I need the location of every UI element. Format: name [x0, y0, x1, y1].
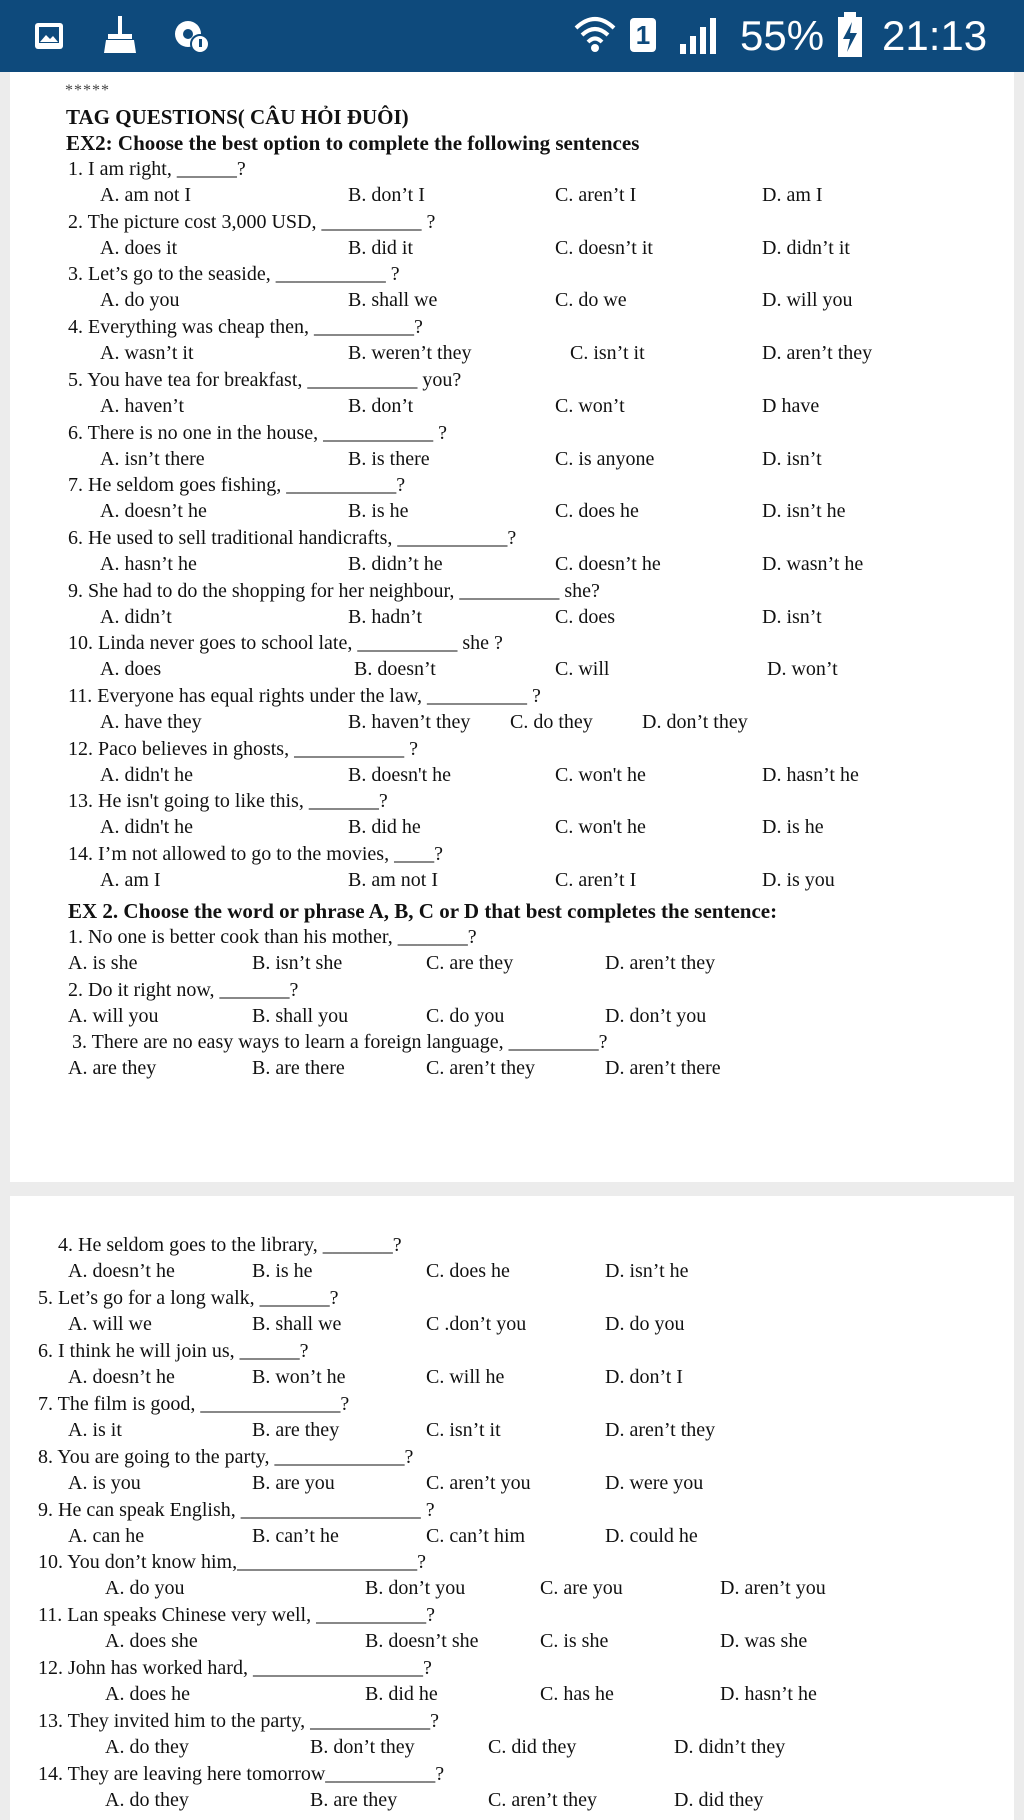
- answer-options-row: [10, 182, 1010, 208]
- answer-option-d[interactable]: D. don’t you: [605, 1004, 707, 1027]
- answer-option-d[interactable]: D. aren’t you: [720, 1577, 826, 1600]
- sim-card-icon: [630, 18, 656, 52]
- answer-option-b[interactable]: B. am not I: [348, 869, 438, 892]
- answer-option-d[interactable]: D. isn’t he: [605, 1260, 689, 1282]
- answer-option-a[interactable]: A. isn’t there: [100, 447, 205, 470]
- question-text: 7. The film is good, ______________?: [38, 1392, 350, 1415]
- answer-option-b[interactable]: B. did it: [348, 236, 414, 259]
- answer-option-d[interactable]: D. aren’t they: [605, 1418, 716, 1441]
- question-text: 13. They invited him to the party, ____________?: [38, 1710, 440, 1733]
- answer-option-c[interactable]: C. doesn’t he: [555, 552, 661, 575]
- document-page-2: [10, 1196, 1014, 1820]
- answer-option-a[interactable]: A. doesn’t he: [100, 500, 207, 523]
- answer-option-b[interactable]: B. are they: [310, 1789, 398, 1811]
- answer-option-d[interactable]: D. is you: [762, 869, 835, 892]
- question-text: 14. I’m not allowed to go to the movies, ____?: [68, 843, 443, 866]
- answer-option-c[interactable]: C. aren’t they: [488, 1789, 598, 1811]
- answer-option-a[interactable]: A. are they: [68, 1057, 157, 1080]
- answer-option-b[interactable]: B. doesn’t she: [365, 1630, 479, 1653]
- answer-option-a[interactable]: A. does he: [105, 1683, 190, 1706]
- status-bar: [0, 0, 1024, 72]
- answer-option-d[interactable]: D. aren’t there: [605, 1057, 721, 1080]
- answer-option-a[interactable]: A. does: [100, 658, 162, 681]
- exercise-heading-ex2: EX2: Choose the best option to complete the following sentences: [66, 131, 640, 155]
- answer-option-c[interactable]: C. aren’t you: [426, 1471, 531, 1494]
- answer-option-d[interactable]: D. aren’t they: [605, 952, 716, 974]
- answer-option-c[interactable]: C. won’t: [555, 394, 625, 417]
- answer-option-a[interactable]: A. haven’t: [100, 394, 185, 417]
- answer-options-row: [10, 446, 1010, 472]
- answer-option-c[interactable]: C. is anyone: [555, 447, 655, 470]
- settings-sync-icon: [172, 18, 212, 54]
- question-text: 1. I am right, ______?: [68, 158, 246, 180]
- question-text: 5. You have tea for breakfast, ___________ you?: [68, 368, 462, 391]
- answer-option-d[interactable]: D. don’t I: [605, 1365, 683, 1388]
- question-text: 4. Everything was cheap then, __________?: [68, 316, 423, 339]
- answer-option-d[interactable]: D. didn’t they: [674, 1736, 786, 1759]
- answer-option-d[interactable]: D. won’t: [767, 658, 838, 681]
- answer-options-row: [10, 1003, 1010, 1029]
- answer-option-b[interactable]: B. is there: [348, 447, 430, 470]
- question-text: 11. Lan speaks Chinese very well, ___________?: [38, 1604, 435, 1627]
- answer-option-a[interactable]: A. is it: [68, 1418, 122, 1441]
- answer-option-c[interactable]: C. has he: [540, 1683, 614, 1706]
- answer-option-a[interactable]: A. will we: [68, 1312, 152, 1335]
- answer-options-row: [10, 950, 1010, 976]
- answer-options-row: [10, 1364, 1010, 1390]
- answer-option-d[interactable]: D. did they: [674, 1789, 764, 1811]
- answer-option-b[interactable]: B. weren’t they: [348, 342, 472, 365]
- answer-option-b[interactable]: B. are there: [252, 1057, 345, 1080]
- answer-option-c[interactable]: C. won't he: [555, 816, 646, 839]
- answer-option-a[interactable]: A. didn’t: [100, 605, 172, 628]
- answer-option-b[interactable]: B. doesn’t: [354, 658, 436, 681]
- wifi-icon: [574, 14, 616, 54]
- clock-time: 21:13: [882, 12, 988, 59]
- answer-option-b[interactable]: B. is he: [348, 500, 409, 523]
- answer-options-row: [10, 604, 1010, 630]
- answer-option-c[interactable]: C. does: [555, 605, 615, 628]
- answer-option-b[interactable]: B. don’t they: [310, 1736, 415, 1759]
- answer-options-row: [10, 551, 1010, 577]
- answer-option-c[interactable]: C. aren’t I: [555, 184, 637, 206]
- answer-option-d[interactable]: D. isn’t: [762, 605, 822, 628]
- answer-option-a[interactable]: A. can he: [68, 1524, 145, 1547]
- answer-option-c[interactable]: C. are you: [540, 1577, 623, 1600]
- question-text: 12. Paco believes in ghosts, ___________ ?: [68, 737, 418, 760]
- answer-options-row: [10, 1258, 1010, 1284]
- answer-option-d[interactable]: D. didn’t it: [762, 236, 850, 259]
- answer-option-d[interactable]: D. hasn’t he: [720, 1683, 817, 1706]
- question-text: 4. He seldom goes to the library, _______?: [58, 1234, 402, 1256]
- answer-option-a[interactable]: A. is you: [68, 1471, 141, 1494]
- answer-option-d[interactable]: D. will you: [762, 289, 853, 312]
- answer-option-d[interactable]: D. is he: [762, 816, 824, 839]
- answer-option-a[interactable]: A. do they: [105, 1789, 189, 1811]
- question-text: 12. John has worked hard, _________________?: [38, 1657, 432, 1680]
- answer-options-row: [10, 656, 1010, 682]
- answer-option-d[interactable]: D. were you: [605, 1471, 704, 1494]
- question-text: 3. Let’s go to the seaside, ___________ ?: [68, 263, 400, 286]
- question-text: 9. He can speak English, __________________ ?: [38, 1498, 435, 1521]
- question-text: 1. No one is better cook than his mother, _______?: [68, 926, 477, 948]
- answer-option-d[interactable]: D. am I: [762, 184, 823, 206]
- answer-option-b[interactable]: B. isn’t she: [252, 952, 343, 974]
- answer-option-b[interactable]: B. shall we: [252, 1312, 342, 1335]
- answer-option-d[interactable]: D. isn’t: [762, 447, 822, 470]
- answer-options-row: [10, 1055, 1010, 1081]
- answer-options-row: [10, 1575, 1010, 1601]
- answer-option-c[interactable]: C. does he: [426, 1260, 510, 1282]
- answer-option-d[interactable]: D. isn’t he: [762, 500, 846, 523]
- answer-option-c[interactable]: C. does he: [555, 500, 639, 523]
- answer-option-a[interactable]: A. does she: [105, 1630, 198, 1653]
- answer-option-b[interactable]: B. are you: [252, 1471, 335, 1494]
- answer-option-a[interactable]: A. am I: [100, 869, 161, 892]
- answer-option-b[interactable]: B. don’t: [348, 394, 414, 417]
- answer-options-row: [10, 1787, 1010, 1813]
- answer-option-a[interactable]: A. does it: [100, 236, 178, 259]
- answer-option-c[interactable]: C. isn’t it: [570, 342, 645, 365]
- answer-option-a[interactable]: A. do you: [105, 1577, 185, 1600]
- question-text: 6. There is no one in the house, ___________ ?: [68, 421, 448, 444]
- answer-option-d[interactable]: D have: [762, 394, 820, 417]
- answer-option-c[interactable]: C. do you: [426, 1004, 505, 1027]
- answer-option-b[interactable]: B. can’t he: [252, 1524, 339, 1547]
- answer-option-c[interactable]: C. can’t him: [426, 1524, 526, 1547]
- answer-option-a[interactable]: A. hasn’t he: [100, 552, 197, 575]
- answer-option-d[interactable]: D. don’t they: [642, 711, 748, 733]
- question-text: 3. There are no easy ways to learn a foreign language, _________?: [72, 1031, 608, 1054]
- answer-option-c[interactable]: C. isn’t it: [426, 1418, 501, 1441]
- answer-option-b[interactable]: B. hadn’t: [348, 605, 423, 628]
- answer-option-b[interactable]: B. haven’t they: [348, 711, 471, 733]
- question-text: 2. The picture cost 3,000 USD, __________ ?: [68, 210, 436, 233]
- answer-option-d[interactable]: D. could he: [605, 1524, 698, 1547]
- question-text: 6. He used to sell traditional handicrafts, ___________?: [68, 526, 517, 549]
- answer-option-b[interactable]: B. didn’t he: [348, 552, 443, 575]
- answer-option-b[interactable]: B. is he: [252, 1260, 313, 1282]
- answer-options-row: [10, 1628, 1010, 1654]
- question-text: 2. Do it right now, _______?: [68, 978, 299, 1001]
- question-text: 9. She had to do the shopping for her neighbour, __________ she?: [68, 579, 600, 602]
- battery-percent: 55%: [740, 12, 825, 59]
- question-text: 10. You don’t know him,__________________?: [38, 1551, 426, 1574]
- question-text: 14. They are leaving here tomorrow___________?: [38, 1763, 445, 1785]
- answer-options-row: [10, 498, 1010, 524]
- answer-option-b[interactable]: B. shall you: [252, 1004, 349, 1027]
- answer-options-row: [10, 235, 1010, 261]
- exercise-heading-ex2-part2: EX 2. Choose the word or phrase A, B, C or D that best completes the sentence:: [68, 899, 778, 923]
- sim-slot-number: 1: [635, 20, 651, 50]
- answer-option-c[interactable]: C. is she: [540, 1630, 609, 1653]
- answer-option-a[interactable]: A. doesn’t he: [68, 1365, 175, 1388]
- cleaner-broom-icon: [102, 16, 138, 54]
- answer-option-a[interactable]: A. wasn’t it: [100, 342, 194, 365]
- answer-option-c[interactable]: C. will: [555, 658, 610, 681]
- answer-options-row: [10, 287, 1010, 313]
- answer-option-c[interactable]: C. do we: [555, 289, 627, 312]
- answer-option-a[interactable]: A. doesn’t he: [68, 1260, 175, 1282]
- document-page-1: [10, 72, 1014, 1182]
- decorative-stars: *****: [65, 82, 110, 99]
- answer-options-row: [10, 1470, 1010, 1496]
- answer-options-row: [10, 709, 1010, 735]
- answer-option-b[interactable]: B. don’t you: [365, 1577, 466, 1600]
- answer-option-d[interactable]: D. hasn’t he: [762, 763, 859, 786]
- answer-option-c[interactable]: C. do they: [510, 711, 593, 733]
- question-text: 8. You are going to the party, _____________?: [38, 1445, 414, 1468]
- answer-option-a[interactable]: A. didn't he: [100, 763, 194, 786]
- answer-options-row: [10, 867, 1010, 893]
- answer-option-b[interactable]: B. did he: [348, 816, 421, 839]
- answer-options-row: [10, 762, 1010, 788]
- answer-options-row: [10, 1311, 1010, 1337]
- answer-options-row: [10, 340, 1010, 366]
- answer-option-c[interactable]: C. aren’t I: [555, 869, 637, 892]
- question-text: 6. I think he will join us, ______?: [38, 1339, 309, 1362]
- question-text: 13. He isn't going to like this, _______?: [68, 790, 388, 813]
- answer-options-row: [10, 1681, 1010, 1707]
- answer-option-c[interactable]: C. will he: [426, 1365, 505, 1388]
- answer-option-a[interactable]: A. do you: [100, 289, 180, 312]
- answer-options-row: [10, 393, 1010, 419]
- answer-option-c[interactable]: C. aren’t they: [426, 1057, 536, 1080]
- question-text: 10. Linda never goes to school late, __________ she ?: [68, 632, 503, 655]
- answer-option-b[interactable]: B. are they: [252, 1418, 340, 1441]
- answer-option-d[interactable]: D. aren’t they: [762, 342, 873, 365]
- answer-options-row: [10, 1417, 1010, 1443]
- battery-charging-icon: [836, 12, 864, 58]
- answer-option-c[interactable]: C. did they: [488, 1736, 577, 1759]
- answer-options-row: [10, 1523, 1010, 1549]
- answer-option-d[interactable]: D. wasn’t he: [762, 552, 864, 575]
- answer-option-a[interactable]: A. have they: [100, 711, 202, 733]
- answer-option-c[interactable]: C .don’t you: [426, 1312, 527, 1335]
- answer-option-b[interactable]: B. doesn't he: [348, 763, 452, 786]
- answer-option-c[interactable]: C. are they: [426, 952, 514, 974]
- question-text: 11. Everyone has equal rights under the law, __________ ?: [68, 685, 541, 707]
- question-text: 7. He seldom goes fishing, ___________?: [68, 474, 406, 497]
- document-title: TAG QUESTIONS( CÂU HỎI ĐUÔI): [66, 105, 409, 129]
- answer-option-b[interactable]: B. did he: [365, 1683, 438, 1706]
- question-text: 5. Let’s go for a long walk, _______?: [38, 1286, 339, 1309]
- answer-option-a[interactable]: A. am not I: [100, 184, 192, 206]
- gallery-icon: [34, 22, 64, 50]
- answer-options-row: [10, 814, 1010, 840]
- answer-option-d[interactable]: D. do you: [605, 1312, 685, 1335]
- answer-option-b[interactable]: B. don’t I: [348, 184, 425, 206]
- answer-option-c[interactable]: C. doesn’t it: [555, 236, 653, 259]
- answer-option-a[interactable]: A. do they: [105, 1736, 189, 1759]
- answer-option-d[interactable]: D. was she: [720, 1630, 808, 1653]
- signal-strength-icon: [678, 16, 722, 54]
- answer-option-a[interactable]: A. is she: [68, 952, 138, 974]
- answer-options-row: [10, 1734, 1010, 1760]
- answer-option-b[interactable]: B. shall we: [348, 289, 438, 312]
- answer-option-a[interactable]: A. will you: [68, 1004, 159, 1027]
- answer-option-c[interactable]: C. won't he: [555, 763, 646, 786]
- answer-option-a[interactable]: A. didn't he: [100, 816, 194, 839]
- answer-option-b[interactable]: B. won’t he: [252, 1365, 346, 1388]
